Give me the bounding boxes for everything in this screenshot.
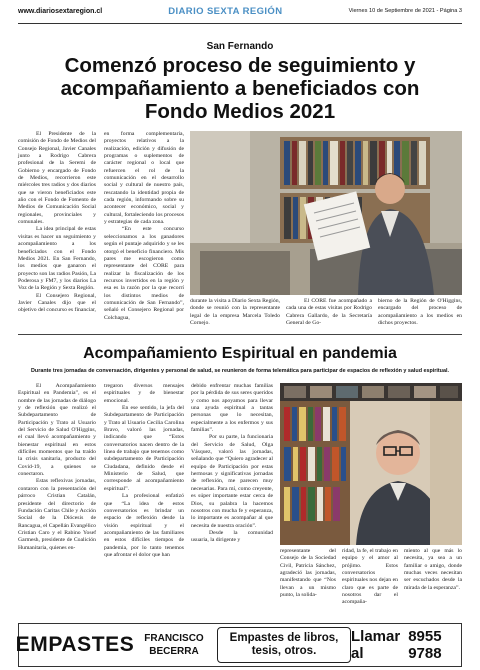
paragraph: debido enfrentar muchas familias por la pérdida de sus seres queridos y como nos apoyamos para llevar una ayuda espiritual a tantas personas que lo necesitan, especialmente a los enfermos y sus familias”. — [191, 383, 273, 434]
article2-headline: Acompañamiento Espiritual en pandemia — [83, 345, 397, 362]
paragraph: El CORE fue acompañado a cada una de estas visitas por Rodrigo Cabrera Gallardo, de la Secretaría General de Go- — [286, 298, 372, 327]
paragraph: tregaron diversos mensajes espirituales y de bienestar emocional. — [104, 383, 184, 404]
issue-date: Viernes 10 de Septiembre de 2021 - Página 3 — [348, 8, 462, 14]
paragraph: En ese sentido, la jefa del Subdepartamento de Participación y Trato al Usuario Cecilia Carolina Bravo, valoró las jornadas, indicando que “Estos conversatorios nacen dentro de la línea de trabajo que tenemos como subdepartamento de Participación Ciudadana, definido desde el Ministerio de Salud, que corresponde al acompañamiento espiritual”. — [104, 405, 184, 492]
ad-brand: EMPASTES — [15, 633, 135, 656]
paragraph: durante la visita a Diario Sexta Región, donde se reunió con la representante legal de la empresa Marcela Toledo Cornejo. — [190, 298, 280, 327]
video-call-photo — [280, 383, 462, 545]
paragraph: Estas reflexivas jornadas, contaron con la presentación del párroco Cristian Catalán, presidente del directorio de Fundación Caritas Chile y Acción Social de la Diócesis de Rancagua, el Capellán Evangélico Cristian Caro y el Rabino Yosef Garmesh, presidente de Coalición Humanitaria, quienes en- — [18, 478, 97, 551]
paragraph: La idea principal de estas visitas es hacer un seguimiento y acompañamiento a los beneficiados con el Fondo Medios 2021. En San Fernando, los medios que ganaron el proyecto son las radios Pasión, La Poderosa y FM7, y los diarios La Voz de la Región y Sexta Región. — [18, 226, 96, 292]
ad-services-box — [217, 627, 351, 663]
ad-owner-name — [131, 624, 217, 666]
article2-column-4 — [280, 548, 336, 599]
section-divider — [18, 334, 462, 335]
office-meeting-photo — [190, 131, 462, 295]
article1-column-2 — [104, 131, 184, 322]
paragraph: El Consejero Regional, Javier Canales dijo que el objetivo del concurso es financiar, — [18, 292, 96, 314]
ad-call-label: Llamar al — [351, 628, 401, 662]
ad-owner-first: FRANCISCO — [144, 633, 204, 644]
article1-column-4 — [286, 298, 372, 327]
article2-column-2 — [104, 383, 184, 559]
article1-column-1 — [18, 131, 96, 315]
article1-kicker: San Fernando — [206, 41, 274, 52]
paragraph: El Acompañamiento Espiritual en Pandemia”, es el nombre de las jornadas de diálogo y de reflexión que realizó el Subdepartamento de Participación y Trato al Usuario del Servicio de Salud O'Higgins, el cual llevó acompañamiento y bienestar espiritual en estos difíciles momentos que ha traído la crisis sanitaria, producto del Covid-19, a quienes se conectaron. — [18, 383, 96, 478]
header-divider — [18, 23, 462, 24]
paragraph: miento al que más lo necesita, ya sea a un familiar o amigo, donde muchas veces necesitan ser escuchados desde la mirada de la esperanza”. — [404, 548, 462, 591]
article1-column-5 — [378, 298, 462, 327]
ad-services-line-1: Empastes de libros, — [229, 632, 339, 644]
paragraph: representante del Consejo de la Sociedad Civil, Patricia Sánchez, agradeció las jornadas, manifestando que “Nos llevan a un mismo punto, la solida- — [280, 548, 336, 599]
paragraph: La profesional enfatizó que “La idea de estos conversatorios es brindar un espacio de reflexión desde la visión espiritual y el acompañamiento de las familiares en estos difíciles tiempos de pandemia, por lo tanto tenemos que afrontar el dolor que han — [104, 493, 184, 558]
article2-lead: Durante tres jornadas de conversación, dirigentes y personal de salud, se reunieron de forma telemática para participar de espacios de reflexión y salud espiritual. — [31, 368, 449, 374]
masthead-title: DIARIO SEXTA REGIÓN — [168, 5, 283, 17]
paragraph: ridad, la fe, el trabajo en equipo y el amor al prójimo. Estos conversatorios espirituales nos dejan en claro que es parte de nosotros dar el acompaña- — [342, 548, 398, 606]
page-header — [18, 0, 462, 22]
ad-phone-callout[interactable] — [351, 624, 461, 666]
ad-services-line-2: tesis, otros. — [251, 645, 317, 657]
paragraph: Desde la comunidad usuaria, la dirigente y — [191, 529, 273, 544]
article2-photo — [280, 383, 462, 545]
site-url[interactable]: www.diariosextaregion.cl — [18, 7, 103, 15]
article1-column-3 — [190, 298, 280, 327]
paragraph: en forma complementaria, proyectos relativos a la realización, edición y difusión de programas o suplementos de carácter regional o local que refuercen el rol de la comunicación en el desarrollo social y cultural de nuestro país, rescatando la identidad propia de cada región, informando sobre su acontecer económico, social y cultural, fortaleciendo los procesos y estrategias de cada zona. — [104, 131, 184, 226]
article2-column-3 — [191, 383, 273, 545]
paragraph: Por su parte, la funcionaria del Servicio de Salud, Olga Vásquez, valoró las jornadas, señalando que “Quiero agradecer al equipo de Participación por estas hermosas y significativas jornadas de reflexión, me parecen muy necesarias. Para mí, como creyente, es súper importante estar cerca de Dios, su palabra la hacemos nosotros con mucha fe y esperanza, lo importante es acompañar al que necesita de nuestra oración”. — [191, 434, 273, 529]
paragraph: El Presidente de la comisión de Fondo de Medios del Consejo Regional, Javier Canales junto a Rodrigo Cabrera profesional de la Seremi de Gobierno y encargado de Fondo de Medios, recorrieron este miércoles tres radios y dos diarios que se vieron beneficiados este año con el Fondo de Fomento de Medios de Comunicación Social regionales, provinciales y comunales. — [18, 131, 96, 226]
article2-column-6 — [404, 548, 462, 592]
article2-column-1 — [18, 383, 96, 552]
article1-headline: Comenzó proceso de seguimiento y acompañamiento a beneficiados con Fondo Medios 2021 — [60, 54, 420, 123]
paragraph: bierno de la Región de O'Higgins, encargado del proceso de acompañamiento a los medios en dichos proyectos. — [378, 298, 462, 327]
ad-owner-last: BECERRA — [149, 646, 199, 657]
paragraph: “En este concurso seleccionamos a los ganadores según el puntaje adquirido y se les otorgó el beneficio financiero. Mis pares me escogieron como representante del CORE para realizar la fiscalización de los recursos invertidos en la región y esa es la razón por la que recorrí los distintos medios de comunicación de San Fernando”, señaló el Consejero Regional por Colchagua, — [104, 226, 184, 321]
advertisement-banner[interactable] — [15, 623, 462, 667]
article2-column-5 — [342, 548, 398, 607]
article1-photo — [190, 131, 462, 295]
ad-phone-number[interactable]: 8955 9788 — [408, 628, 442, 662]
